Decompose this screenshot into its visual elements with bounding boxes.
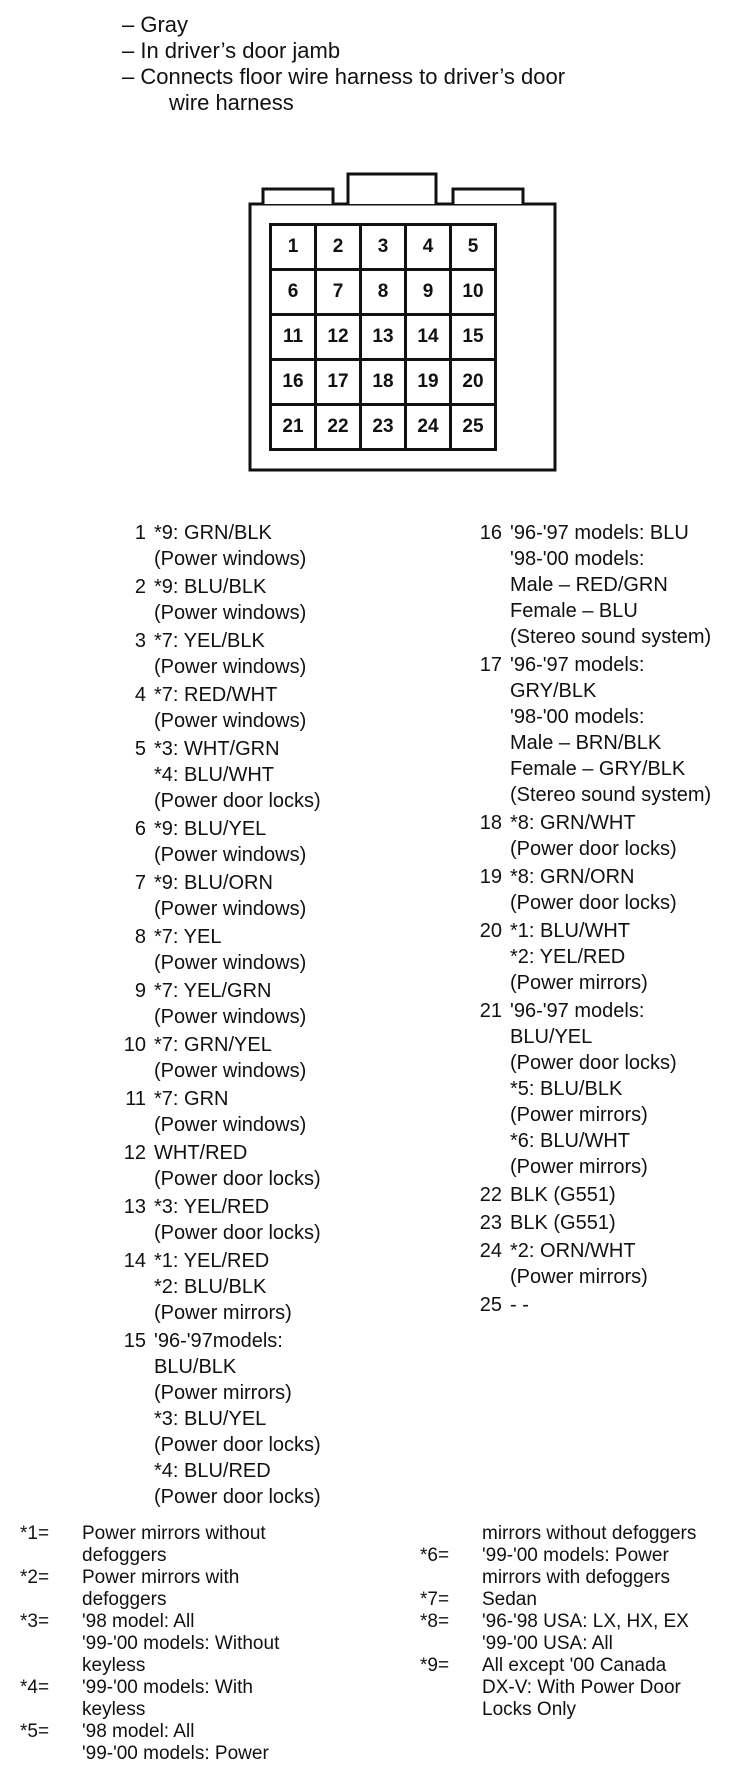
footnote xyxy=(20,1677,360,1721)
pin-number: 14 xyxy=(123,1250,146,1272)
pin-description-line: *1: BLU/WHT xyxy=(510,920,631,942)
pin-description xyxy=(510,864,677,916)
footnote-line: '99-'00 models: Power xyxy=(82,1743,269,1764)
pin-description-line: (Power windows) xyxy=(154,844,307,866)
pin-description xyxy=(510,520,711,650)
description-line: – Gray xyxy=(122,12,189,37)
pin-description xyxy=(510,998,677,1180)
pin-entry xyxy=(112,1248,402,1326)
pin-description-line: *4: BLU/WHT xyxy=(154,764,275,786)
pin-description-line: '96-'97 models: xyxy=(510,654,645,676)
footnote-line: Sedan xyxy=(482,1589,537,1610)
pin-list-left xyxy=(112,520,402,1512)
pin-description xyxy=(154,1194,321,1246)
pin-number: 17 xyxy=(479,654,502,676)
description-line: – Connects floor wire harness to driver’s door xyxy=(122,64,566,89)
pin-description-line: (Power windows) xyxy=(154,548,307,570)
footnote-line: '98 model: All xyxy=(82,1611,195,1632)
pin-entry xyxy=(112,520,402,572)
pin-description xyxy=(510,810,677,862)
pin-description-line: (Power mirrors) xyxy=(154,1382,292,1404)
terminal-cell: 20 xyxy=(452,361,494,403)
pin-number: 11 xyxy=(125,1088,146,1110)
terminal-cell: 24 xyxy=(407,406,449,448)
footnote-line: '99-'00 models: With xyxy=(82,1677,253,1698)
pin-description xyxy=(154,1140,321,1192)
pin-description xyxy=(510,1292,529,1318)
pin-entry xyxy=(112,1032,402,1084)
pin-description-line: '96-'97 models: xyxy=(510,1000,645,1022)
pin-description-line: (Stereo sound system) xyxy=(510,784,712,806)
pin-description-line: *7: YEL/BLK xyxy=(154,630,265,652)
terminal-cell: 21 xyxy=(272,406,314,448)
pin-number: 15 xyxy=(123,1330,146,1352)
pin-description-line: *5: BLU/BLK xyxy=(510,1078,623,1100)
pin-description xyxy=(510,1238,648,1290)
pin-description xyxy=(154,520,306,572)
pin-description-line: (Stereo sound system) xyxy=(510,626,712,648)
pin-description xyxy=(154,1248,292,1326)
pin-description-line: '98-'00 models: xyxy=(510,706,645,728)
pin-entry xyxy=(468,998,752,1180)
pin-entry xyxy=(112,682,402,734)
pin-description-line: (Power windows) xyxy=(154,602,307,624)
pin-entry xyxy=(468,1182,752,1208)
pin-description-line: *9: GRN/BLK xyxy=(154,522,272,544)
pin-description xyxy=(510,1182,616,1208)
pin-number: 19 xyxy=(479,866,502,888)
pin-number: 12 xyxy=(123,1142,146,1164)
pin-entry xyxy=(468,520,752,650)
footnote-line: '99-'00 USA: All xyxy=(482,1633,613,1654)
pin-entry xyxy=(468,918,752,996)
footnote-line: defoggers xyxy=(82,1545,167,1566)
pin-entry xyxy=(468,864,752,916)
terminal-cell: 17 xyxy=(317,361,359,403)
terminal-cell: 22 xyxy=(317,406,359,448)
pin-number: 25 xyxy=(479,1294,502,1316)
pin-description-line: (Power windows) xyxy=(154,952,307,974)
pin-description-line: BLU/YEL xyxy=(510,1026,593,1048)
footnote xyxy=(420,1655,750,1721)
footnote-line: DX-V: With Power Door xyxy=(482,1677,681,1698)
terminal-cell: 7 xyxy=(317,271,359,313)
pin-description-line: *2: ORN/WHT xyxy=(510,1240,636,1262)
pin-description xyxy=(154,978,306,1030)
footnote-text xyxy=(82,1721,269,1765)
terminal-cell: 6 xyxy=(272,271,314,313)
pin-description xyxy=(154,1328,321,1510)
pin-description-line: '96-'97 models: BLU xyxy=(510,522,689,544)
pin-number: 20 xyxy=(479,920,502,942)
footnote-text xyxy=(82,1611,279,1677)
pin-entry xyxy=(112,736,402,814)
pin-entry xyxy=(112,1140,402,1192)
terminal-cell: 13 xyxy=(362,316,404,358)
pin-description xyxy=(510,1210,616,1236)
terminal-cell: 16 xyxy=(272,361,314,403)
footnote-text xyxy=(482,1655,681,1721)
pin-entry xyxy=(112,870,402,922)
pin-description-line: (Power door locks) xyxy=(154,790,321,812)
footnote-continuation: mirrors without defoggers xyxy=(482,1523,697,1544)
terminal-cell: 18 xyxy=(362,361,404,403)
pin-description-line: (Power windows) xyxy=(154,1060,307,1082)
pin-number: 9 xyxy=(134,980,146,1002)
pin-description-line: (Power mirrors) xyxy=(510,1156,648,1178)
terminal-cell: 15 xyxy=(452,316,494,358)
pin-entry xyxy=(112,574,402,626)
pin-description-line: (Power windows) xyxy=(154,656,307,678)
pin-description-line: (Power mirrors) xyxy=(510,1266,648,1288)
pin-entry xyxy=(112,1328,402,1510)
pin-description-line: Male – RED/GRN xyxy=(510,574,668,596)
pin-description-line: (Power windows) xyxy=(154,898,307,920)
pin-description-line: Male – BRN/BLK xyxy=(510,732,662,754)
footnote-line: defoggers xyxy=(82,1589,167,1610)
pin-number: 1 xyxy=(134,522,146,544)
pin-description-line: Female – GRY/BLK xyxy=(510,758,686,780)
footnote xyxy=(420,1589,750,1611)
pin-description-line: *4: BLU/RED xyxy=(154,1460,271,1482)
terminal-grid xyxy=(269,223,497,451)
pin-description-line: (Power mirrors) xyxy=(510,1104,648,1126)
pin-description-line: *8: GRN/ORN xyxy=(510,866,635,888)
footnote xyxy=(20,1523,360,1567)
description-line: wire harness xyxy=(169,90,294,115)
pin-description-line: *3: WHT/GRN xyxy=(154,738,280,760)
pin-description-line: (Power windows) xyxy=(154,1114,307,1136)
pin-entry xyxy=(468,810,752,862)
pin-entry xyxy=(112,978,402,1030)
terminal-cell: 25 xyxy=(452,406,494,448)
pin-description-line: '96-'97models: xyxy=(154,1330,283,1352)
pin-description-line: BLU/BLK xyxy=(154,1356,237,1378)
pin-description-line: *7: YEL xyxy=(154,926,222,948)
footnote xyxy=(20,1611,360,1677)
pin-description xyxy=(154,682,306,734)
description-line: – In driver’s door jamb xyxy=(122,38,341,63)
pin-description-line: *9: BLU/ORN xyxy=(154,872,273,894)
footnote xyxy=(20,1721,360,1765)
pin-description-line: *8: GRN/WHT xyxy=(510,812,636,834)
pin-entry xyxy=(468,1292,752,1318)
pin-description-line: *7: YEL/GRN xyxy=(154,980,272,1002)
pin-number: 21 xyxy=(479,1000,502,1022)
pin-description xyxy=(510,918,648,996)
pin-entry xyxy=(112,628,402,680)
pin-description-line: (Power door locks) xyxy=(510,892,677,914)
footnote-text xyxy=(482,1589,537,1611)
footnotes-left xyxy=(20,1523,360,1765)
footnote-key: *5= xyxy=(20,1721,50,1742)
footnote-key: *8= xyxy=(420,1611,450,1632)
pin-description xyxy=(154,574,306,626)
footnote-line: keyless xyxy=(82,1699,146,1720)
terminal-cell: 5 xyxy=(452,226,494,268)
pin-number: 2 xyxy=(134,576,146,598)
pin-description-line: (Power door locks) xyxy=(154,1222,321,1244)
pin-description-line: *7: RED/WHT xyxy=(154,684,278,706)
terminal-cell: 9 xyxy=(407,271,449,313)
terminal-cell: 8 xyxy=(362,271,404,313)
pin-description-line: - - xyxy=(510,1294,529,1316)
pin-number: 3 xyxy=(134,630,146,652)
pin-description-line: *9: BLU/BLK xyxy=(154,576,267,598)
terminal-cell: 14 xyxy=(407,316,449,358)
pin-description xyxy=(154,1086,306,1138)
footnote-text xyxy=(82,1677,253,1721)
terminal-cell: 11 xyxy=(272,316,314,358)
pin-number: 18 xyxy=(479,812,502,834)
pin-description-line: *7: GRN xyxy=(154,1088,229,1110)
pin-description xyxy=(154,1032,306,1084)
pin-number: 10 xyxy=(123,1034,146,1056)
footnote xyxy=(420,1611,750,1655)
pin-number: 4 xyxy=(134,684,146,706)
pin-number: 16 xyxy=(479,522,502,544)
footnotes-right xyxy=(420,1523,750,1721)
footnote-line: '99-'00 models: Without xyxy=(82,1633,280,1654)
footnote-key: *9= xyxy=(420,1655,450,1676)
footnote xyxy=(420,1545,750,1589)
pin-number: 22 xyxy=(479,1184,502,1206)
pin-entry xyxy=(468,1238,752,1290)
pin-description-line: (Power windows) xyxy=(154,710,307,732)
pin-description-line: (Power door locks) xyxy=(154,1486,321,1508)
terminal-cell: 2 xyxy=(317,226,359,268)
footnote-line: '98 model: All xyxy=(82,1721,195,1742)
footnote-line: '99-'00 models: Power xyxy=(482,1545,669,1566)
terminal-cell: 23 xyxy=(362,406,404,448)
pin-entry xyxy=(112,1086,402,1138)
pin-description-line: BLK (G551) xyxy=(510,1184,616,1206)
pin-description-line: '98-'00 models: xyxy=(510,548,645,570)
pin-description-line: *2: BLU/BLK xyxy=(154,1276,267,1298)
footnote xyxy=(20,1567,360,1611)
pin-number: 13 xyxy=(123,1196,146,1218)
pin-entry xyxy=(468,1210,752,1236)
footnote-line: mirrors with defoggers xyxy=(482,1567,670,1588)
pin-entry xyxy=(468,652,752,808)
pin-number: 24 xyxy=(479,1240,502,1262)
footnote-text xyxy=(82,1523,266,1567)
footnote-line: All except '00 Canada xyxy=(482,1655,667,1676)
terminal-cell: 10 xyxy=(452,271,494,313)
pin-entry xyxy=(112,1194,402,1246)
pin-description-line: WHT/RED xyxy=(154,1142,248,1164)
pin-description xyxy=(154,736,321,814)
pin-description-line: *7: GRN/YEL xyxy=(154,1034,272,1056)
footnote-line: Power mirrors with xyxy=(82,1567,240,1588)
connector-diagram xyxy=(248,172,559,472)
terminal-cell: 12 xyxy=(317,316,359,358)
terminal-cell: 4 xyxy=(407,226,449,268)
pin-description-line: Female – BLU xyxy=(510,600,638,622)
pin-description-line: (Power mirrors) xyxy=(154,1302,292,1324)
pin-description-line: *9: BLU/YEL xyxy=(154,818,267,840)
pin-description-line: GRY/BLK xyxy=(510,680,597,702)
pin-description xyxy=(510,652,711,808)
footnote-text xyxy=(482,1611,689,1655)
footnote-text xyxy=(482,1545,670,1589)
pin-number: 23 xyxy=(479,1212,502,1234)
pin-description xyxy=(154,628,306,680)
footnote-key: *1= xyxy=(20,1523,50,1544)
pin-description-line: *2: YEL/RED xyxy=(510,946,626,968)
pin-description-line: (Power door locks) xyxy=(510,838,677,860)
pin-description-line: (Power mirrors) xyxy=(510,972,648,994)
footnote-key: *7= xyxy=(420,1589,450,1610)
pin-description-line: *1: YEL/RED xyxy=(154,1250,270,1272)
footnote-key: *3= xyxy=(20,1611,50,1632)
pin-number: 8 xyxy=(134,926,146,948)
pin-number: 5 xyxy=(134,738,146,760)
pin-entry xyxy=(112,816,402,868)
pin-description xyxy=(154,924,306,976)
pin-description xyxy=(154,870,306,922)
footnote-key: *2= xyxy=(20,1567,50,1588)
pin-description-line: (Power door locks) xyxy=(154,1434,321,1456)
pin-description-line: (Power door locks) xyxy=(510,1052,677,1074)
footnote-line: Power mirrors without xyxy=(82,1523,266,1544)
footnote-line: '96-'98 USA: LX, HX, EX xyxy=(482,1611,689,1632)
footnote-key: *4= xyxy=(20,1677,50,1698)
pin-description-line: (Power windows) xyxy=(154,1006,307,1028)
pin-description xyxy=(154,816,306,868)
pin-description-line: BLK (G551) xyxy=(510,1212,616,1234)
terminal-cell: 3 xyxy=(362,226,404,268)
pin-number: 7 xyxy=(134,872,146,894)
pin-description-line: *6: BLU/WHT xyxy=(510,1130,631,1152)
pin-description-line: *3: BLU/YEL xyxy=(154,1408,267,1430)
terminal-cell: 19 xyxy=(407,361,449,403)
pin-number: 6 xyxy=(134,818,146,840)
pin-list-right xyxy=(468,520,752,1320)
footnote-line: Locks Only xyxy=(482,1699,576,1720)
pin-description-line: *3: YEL/RED xyxy=(154,1196,270,1218)
footnote-key: *6= xyxy=(420,1545,450,1566)
footnote-line: keyless xyxy=(82,1655,146,1676)
terminal-cell: 1 xyxy=(272,226,314,268)
pin-description-line: (Power door locks) xyxy=(154,1168,321,1190)
footnote-text xyxy=(82,1567,239,1611)
pin-entry xyxy=(112,924,402,976)
